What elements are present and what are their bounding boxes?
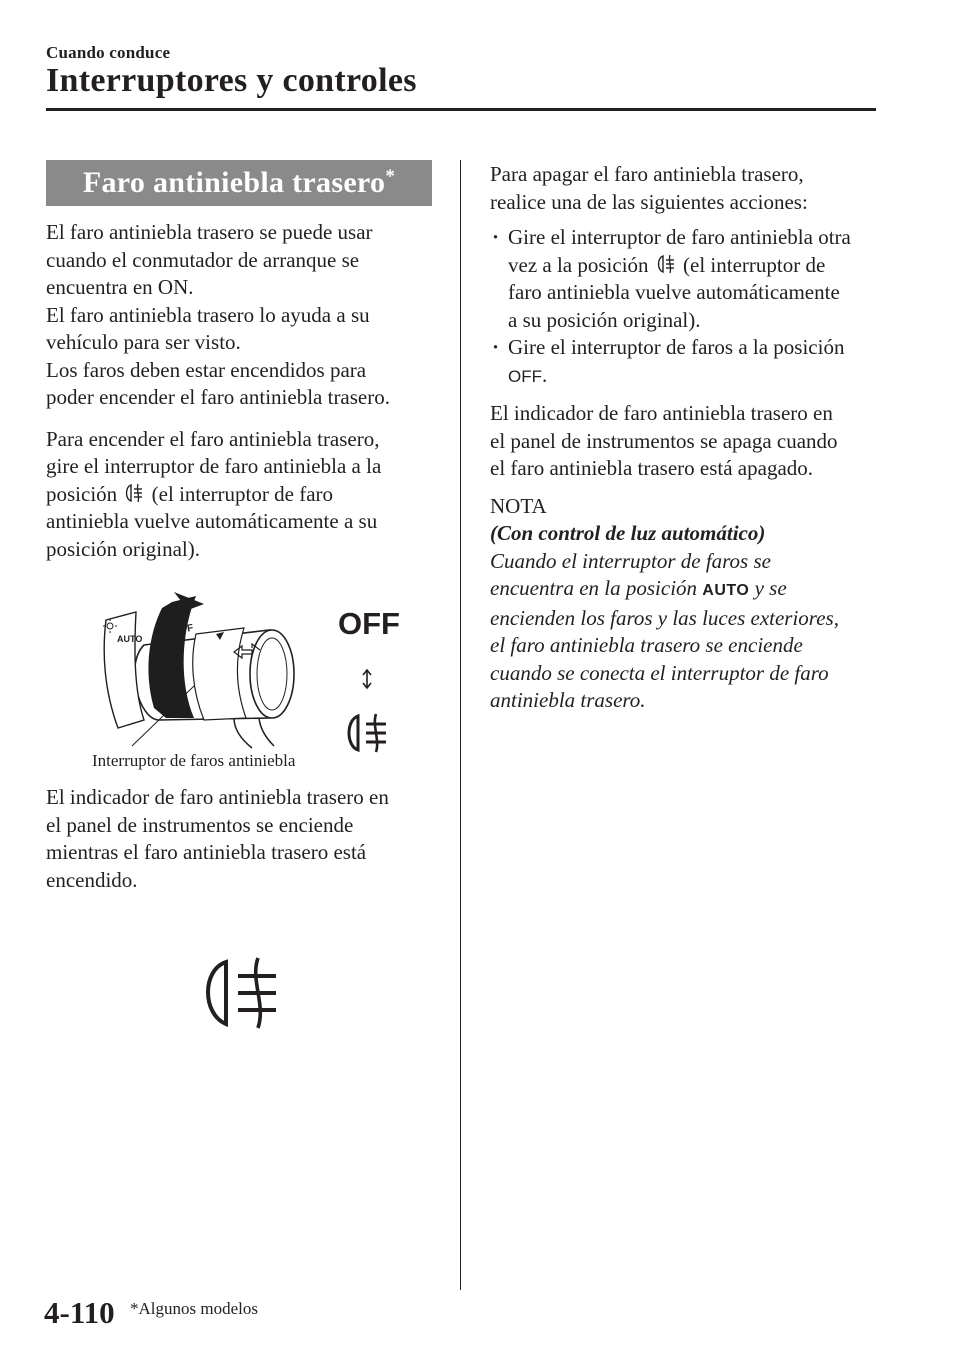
- turn-on-pos-prefix: posición: [46, 481, 118, 506]
- bullet-line: · Gire el interruptor de faro antiniebla otra: [508, 225, 851, 249]
- footnote: *Algunos modelos: [130, 1299, 258, 1318]
- bullet-item: [490, 334, 890, 390]
- bullet-pos-suffix: (el interruptor de: [683, 252, 826, 277]
- bullet-line: a su posición original).: [508, 307, 701, 332]
- turn-on-pos-suffix: (el interruptor de faro: [151, 481, 334, 506]
- note-line-prefix: encuentra en la posición: [490, 576, 698, 600]
- fog-switch-lever-illustration: [84, 590, 344, 750]
- turn-on-line: gire el interruptor de faro antiniebla a la: [46, 454, 382, 478]
- off-position-text: OFF: [508, 366, 542, 386]
- off-position-label: OFF: [338, 606, 400, 641]
- note-line: el faro antiniebla trasero se enciende: [490, 633, 803, 657]
- note-line: antiniebla trasero.: [490, 688, 646, 712]
- intro-line: poder encender el faro antiniebla trasero.: [46, 385, 390, 409]
- intro-line: vehículo para ser visto.: [46, 330, 241, 354]
- rear-fog-symbol-icon: [656, 253, 676, 275]
- section-heading-text: Faro antiniebla trasero: [82, 166, 386, 199]
- right-column-text: [490, 161, 890, 715]
- note-condition: (Con control de luz automático): [490, 521, 766, 545]
- intro-line: cuando el conmutador de arranque se: [46, 247, 360, 272]
- chapter-title: Interruptores y controles: [46, 62, 417, 99]
- indicator-on-text: [46, 784, 446, 894]
- indicator-off-line: el faro antiniebla trasero está apagado.: [490, 456, 814, 480]
- figure-caption: Interruptor de faros antiniebla: [92, 751, 296, 770]
- intro-line: encuentra en ON.: [46, 275, 194, 299]
- turn-on-position-line: [46, 481, 446, 509]
- bullet-line: · Gire el interruptor de faros a la posición: [508, 335, 845, 359]
- turn-on-line: posición original).: [46, 536, 200, 561]
- rear-fog-position-icon: [340, 710, 394, 756]
- bullet-item: [490, 224, 890, 334]
- intro-line: El faro antiniebla trasero lo ayuda a su: [46, 302, 370, 327]
- lever-off-label: OFF: [172, 622, 195, 637]
- indicator-on-line: encendido.: [46, 867, 138, 892]
- bullet-off-line: [508, 362, 890, 391]
- note-body: [490, 520, 890, 715]
- auto-position-label: AUTO: [702, 582, 750, 599]
- bullet-line: faro antiniebla vuelve automáticamente: [508, 280, 840, 304]
- note-line: cuando se conecta el interruptor de faro: [490, 660, 829, 685]
- note-auto-line: [490, 575, 890, 605]
- turn-on-line: antiniebla vuelve automáticamente a su: [46, 509, 378, 533]
- note-line: Cuando el interruptor de faros se: [490, 548, 771, 573]
- rear-fog-indicator-icon: [196, 952, 286, 1034]
- bullet-period: .: [542, 362, 548, 387]
- indicator-off-line: El indicador de faro antiniebla trasero en: [490, 401, 833, 425]
- left-column-text: [46, 219, 446, 563]
- indicator-on-line: mientras el faro antiniebla trasero está: [46, 840, 367, 864]
- intro-line: Los faros deben estar encendidos para: [46, 357, 367, 382]
- switch-direction-arrow-icon: [359, 668, 375, 690]
- note-line: encienden los faros y las luces exteriores,: [490, 605, 839, 630]
- indicator-off-line: el panel de instrumentos se apaga cuando: [490, 428, 838, 453]
- indicator-on-line: El indicador de faro antiniebla trasero en: [46, 785, 389, 809]
- indicator-on-line: el panel de instrumentos se enciende: [46, 812, 354, 837]
- turn-off-line: Para apagar el faro antiniebla trasero,: [490, 162, 804, 186]
- column-divider: [460, 160, 461, 1290]
- note-title: NOTA: [490, 493, 547, 518]
- rear-fog-symbol-icon: [124, 482, 144, 504]
- page-number: 4-110: [44, 1295, 115, 1330]
- bullet-pos-prefix: vez a la posición: [508, 252, 649, 277]
- bullet-position-line: [508, 252, 890, 280]
- section-heading: [46, 160, 432, 206]
- turn-on-line: Para encender el faro antiniebla trasero,: [46, 426, 380, 451]
- title-rule: [46, 108, 876, 111]
- intro-line: El faro antiniebla trasero se puede usar: [46, 220, 373, 244]
- turn-off-line: realice una de las siguientes acciones:: [490, 189, 808, 214]
- note-line-suffix: y se: [754, 576, 787, 600]
- section-label: Cuando conduce: [46, 43, 171, 62]
- optional-equipment-asterisk: *: [385, 166, 396, 187]
- lever-auto-label: AUTO: [117, 634, 143, 644]
